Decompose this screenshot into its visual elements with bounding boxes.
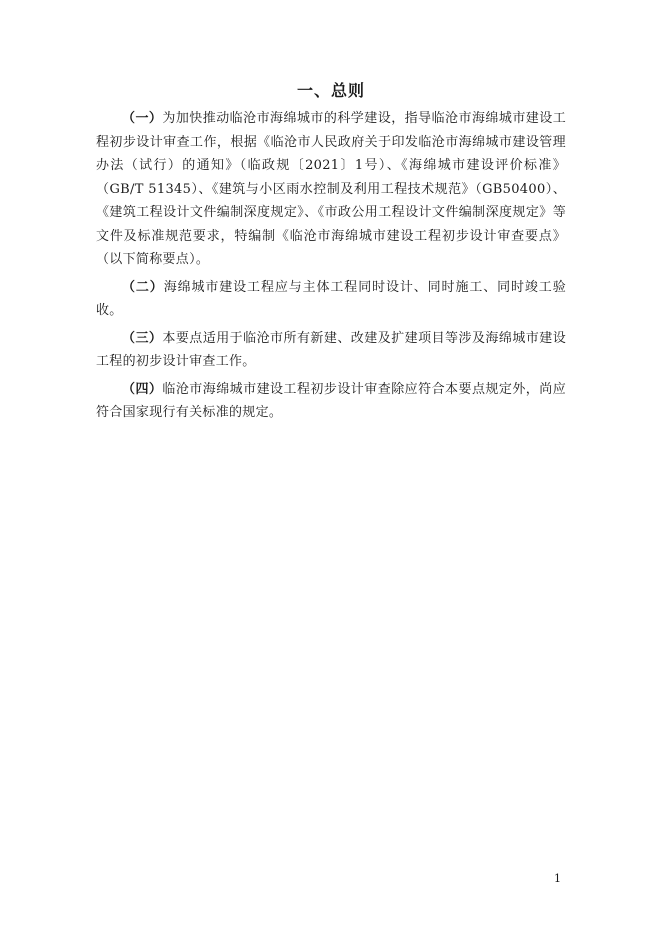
paragraph-1 [96, 107, 566, 272]
paragraph-2 [96, 276, 566, 323]
paragraph-4-marker: （四） [122, 381, 163, 397]
section-body [96, 107, 566, 429]
page-number: 1 [554, 872, 561, 885]
paragraph-4-text: 临沧市海绵城市建设工程初步设计审查除应符合本要点规定外，尚应符合国家现行有关标准的规定。 [96, 381, 566, 420]
section-heading: 一、总则 [296, 81, 365, 100]
paragraph-3-marker: （三） [122, 330, 163, 346]
paragraph-2-text: 海绵城市建设工程应与主体工程同时设计、同时施工、同时竣工验收。 [96, 279, 566, 318]
paragraph-4 [96, 378, 566, 425]
paragraph-3 [96, 327, 566, 374]
paragraph-3-text: 本要点适用于临沧市所有新建、改建及扩建项目等涉及海绵城市建设工程的初步设计审查工作。 [96, 330, 566, 369]
paragraph-2-marker: （二） [122, 279, 164, 295]
paragraph-1-text: 为加快推动临沧市海绵城市的科学建设，指导临沧市海绵城市建设工程初步设计审查工作，根据《临沧市人民政府关于印发临沧市海绵城市建设管理办法（试行）的通知》（临政规〔2021〕1号）、《海绵城市建设评价标准》（GB/T 51345）、《建筑与小区雨水控制及利用工程技术规范》（GB50400）、《建筑工程设计文件编制深度规定》、《市政公用工程设计文件编制深度规定》等文件及标准规范要求，特编制《临沧市海绵城市建设工程初步设计审查要点》（以下简称要点）。 [96, 111, 566, 267]
paragraph-1-marker: （一） [122, 111, 163, 126]
